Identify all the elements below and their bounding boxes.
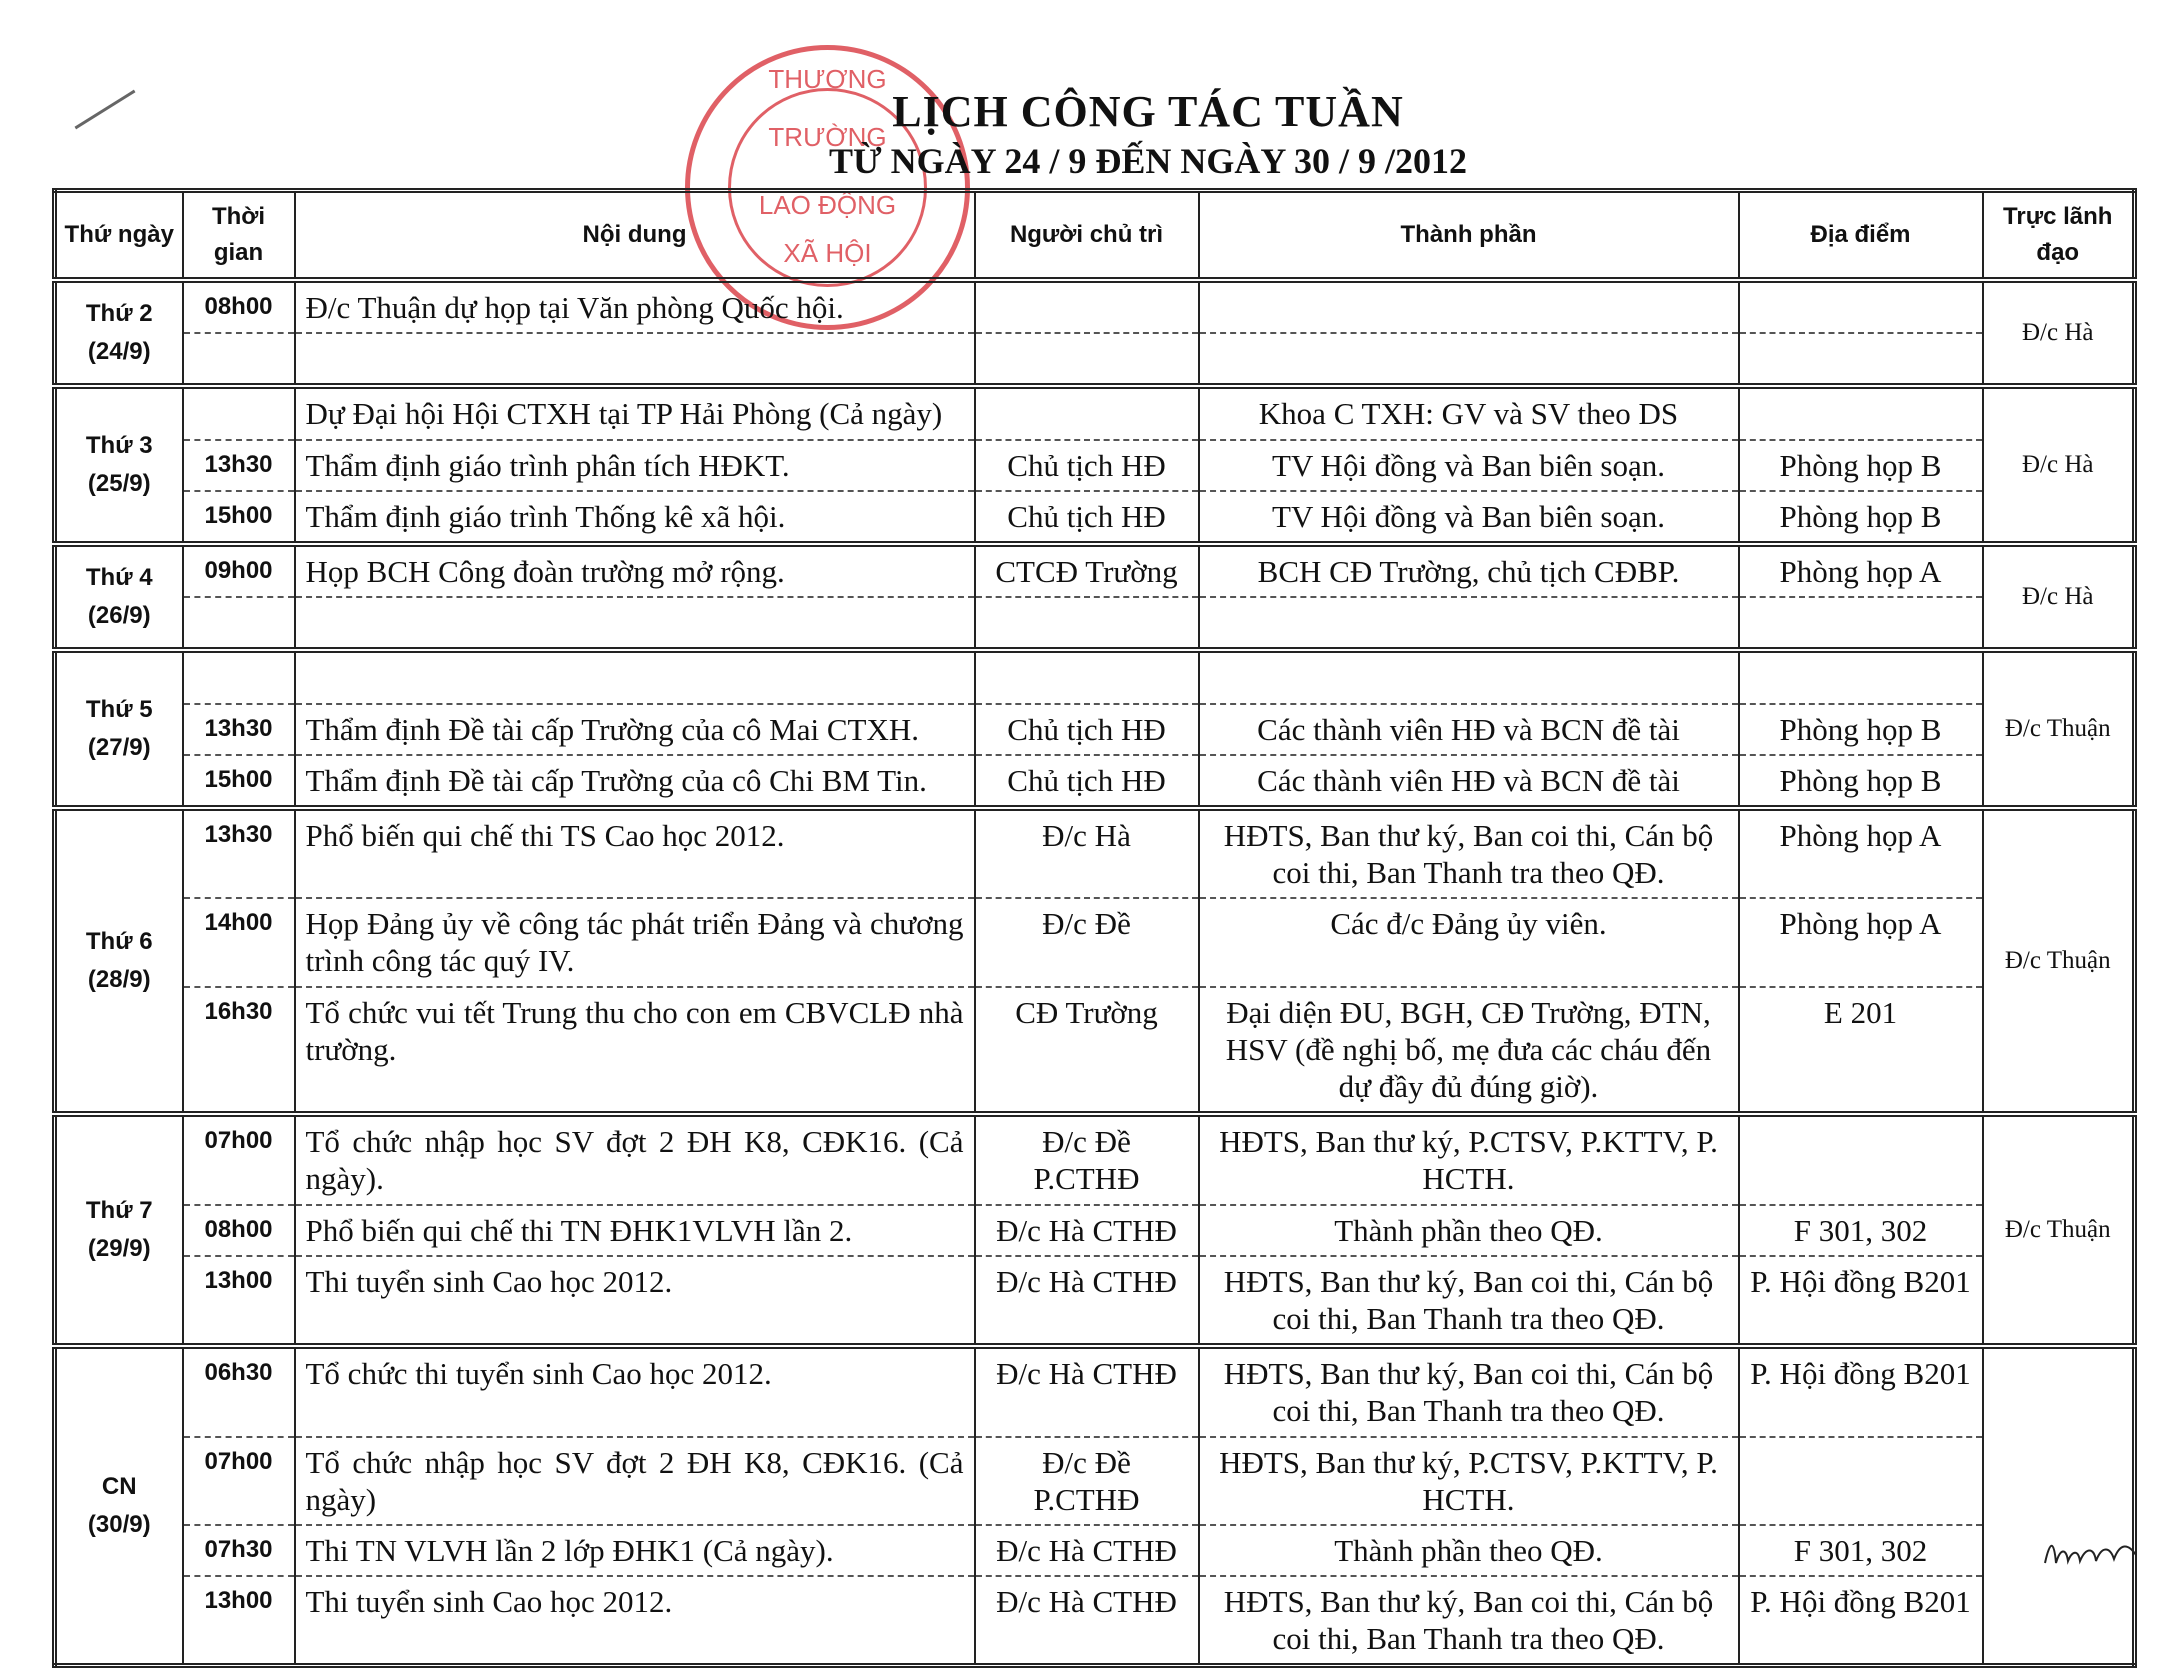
table-body: [55, 280, 2135, 1666]
location-cell: F 301, 302: [1739, 1205, 1983, 1256]
table-row: [55, 1346, 2135, 1436]
host-cell: Đ/c Hà CTHĐ: [975, 1205, 1199, 1256]
location-cell: Phòng họp B: [1739, 704, 1983, 755]
host-cell: Chủ tịch HĐ: [975, 704, 1199, 755]
leader-cell: Đ/c Hà: [1983, 280, 2135, 386]
table-row: [55, 650, 2135, 703]
content-cell: [295, 333, 975, 386]
host-cell: Đ/c Hà CTHĐ: [975, 1525, 1199, 1576]
location-cell: Phòng họp A: [1739, 544, 1983, 597]
page-subtitle: TỪ NGÀY 24 / 9 ĐẾN NGÀY 30 / 9 /2012: [829, 141, 1467, 181]
day-date: (25/9): [87, 470, 151, 498]
day-date: (28/9): [87, 966, 151, 994]
location-cell: Phòng họp B: [1739, 755, 1983, 808]
content-cell: Thi TN VLVH lần 2 lớp ĐHK1 (Cả ngày).: [295, 1525, 975, 1576]
host-cell: Chủ tịch HĐ: [975, 440, 1199, 491]
participants-cell: HĐTS, Ban thư ký, Ban coi thi, Cán bộ coi thi, Ban Thanh tra theo QĐ.: [1199, 1576, 1739, 1666]
time-cell: 14h00: [183, 898, 295, 986]
time-cell: 15h00: [183, 491, 295, 544]
host-cell: Đ/c Hà: [975, 808, 1199, 898]
participants-cell: TV Hội đồng và Ban biên soạn.: [1199, 440, 1739, 491]
column-header-participants: Thành phần: [1199, 191, 1739, 281]
time-cell: [183, 386, 295, 439]
table-row: [55, 440, 2135, 491]
day-label: Thứ 6: [85, 927, 153, 955]
table-row: [55, 597, 2135, 650]
participants-cell: TV Hội đồng và Ban biên soạn.: [1199, 491, 1739, 544]
content-cell: Dự Đại hội Hội CTXH tại TP Hải Phòng (Cả ngày): [295, 386, 975, 439]
leader-cell: Đ/c Hà: [1983, 544, 2135, 650]
host-cell: [975, 597, 1199, 650]
day-label: Thứ 3: [85, 431, 153, 459]
table-row: [55, 1525, 2135, 1576]
content-cell: Phổ biến qui chế thi TS Cao học 2012.: [295, 808, 975, 898]
location-cell: [1739, 386, 1983, 439]
participants-cell: [1199, 333, 1739, 386]
table-row: [55, 1205, 2135, 1256]
location-cell: P. Hội đồng B201: [1739, 1256, 1983, 1346]
location-cell: Phòng họp A: [1739, 808, 1983, 898]
day-cell: [55, 1346, 183, 1666]
table-row: [55, 755, 2135, 808]
page-title: LỊCH CÔNG TÁC TUẦN: [892, 87, 1404, 136]
host-cell: CĐ Trường: [975, 987, 1199, 1115]
location-cell: Phòng họp B: [1739, 491, 1983, 544]
time-cell: 07h30: [183, 1525, 295, 1576]
day-date: (29/9): [87, 1235, 151, 1263]
participants-cell: Các thành viên HĐ và BCN đề tài: [1199, 755, 1739, 808]
host-cell: [975, 386, 1199, 439]
table-row: [55, 544, 2135, 597]
column-header-day: Thứ ngày: [55, 191, 183, 281]
content-cell: Họp Đảng ủy về công tác phát triển Đảng và chương trình công tác quý IV.: [295, 898, 975, 986]
time-cell: 06h30: [183, 1346, 295, 1436]
participants-cell: [1199, 280, 1739, 333]
content-cell: Tổ chức thi tuyển sinh Cao học 2012.: [295, 1346, 975, 1436]
host-cell: Đ/c Đề P.CTHĐ: [975, 1437, 1199, 1525]
day-label: CN: [101, 1472, 137, 1500]
stamp-text-bottom: XÃ HỘI: [783, 238, 872, 268]
stamp-text-mid1: TRƯỜNG: [768, 122, 887, 152]
location-cell: P. Hội đồng B201: [1739, 1576, 1983, 1666]
content-cell: Thẩm định giáo trình Thống kê xã hội.: [295, 491, 975, 544]
day-cell: [55, 386, 183, 544]
content-cell: Tổ chức nhập học SV đợt 2 ĐH K8, CĐK16. (Cả ngày).: [295, 1114, 975, 1204]
time-cell: [183, 650, 295, 703]
location-cell: [1739, 280, 1983, 333]
day-cell: [55, 650, 183, 808]
day-cell: [55, 1114, 183, 1346]
stamp-text-top: THƯƠNG: [768, 64, 887, 94]
leader-cell: Đ/c Thuận: [1983, 650, 2135, 808]
time-cell: 15h00: [183, 755, 295, 808]
day-label: Thứ 7: [85, 1196, 153, 1224]
host-cell: Đ/c Đề: [975, 898, 1199, 986]
handwritten-signature: [2040, 1535, 2140, 1569]
day-date: (30/9): [87, 1511, 151, 1539]
time-cell: [183, 333, 295, 386]
time-cell: 13h00: [183, 1256, 295, 1346]
table-row: [55, 280, 2135, 333]
day-date: (26/9): [87, 602, 151, 630]
host-cell: Đ/c Đề P.CTHĐ: [975, 1114, 1199, 1204]
day-label: Thứ 5: [85, 695, 153, 723]
location-cell: [1739, 1437, 1983, 1525]
time-cell: 16h30: [183, 987, 295, 1115]
participants-cell: Đại diện ĐU, BGH, CĐ Trường, ĐTN, HSV (đề nghị bố, mẹ đưa các cháu đến dự đầy đủ đúng giờ).: [1199, 987, 1739, 1115]
column-header-host: Người chủ trì: [975, 191, 1199, 281]
table-row: [55, 386, 2135, 439]
table-row: [55, 704, 2135, 755]
host-cell: Đ/c Hà CTHĐ: [975, 1256, 1199, 1346]
participants-cell: [1199, 597, 1739, 650]
content-cell: Đ/c Thuận dự họp tại Văn phòng Quốc hội.: [295, 280, 975, 333]
day-cell: [55, 544, 183, 650]
day-date: (27/9): [87, 734, 151, 762]
participants-cell: [1199, 650, 1739, 703]
location-cell: Phòng họp B: [1739, 440, 1983, 491]
content-cell: Thẩm định giáo trình phân tích HĐKT.: [295, 440, 975, 491]
content-cell: Tổ chức nhập học SV đợt 2 ĐH K8, CĐK16. (Cả ngày): [295, 1437, 975, 1525]
time-cell: 08h00: [183, 280, 295, 333]
table-row: [55, 1256, 2135, 1346]
table-row: [55, 1576, 2135, 1666]
time-cell: 13h30: [183, 704, 295, 755]
table-row: [55, 898, 2135, 986]
stamp-text-mid2: LAO ĐỘNG: [758, 190, 897, 220]
participants-cell: Thành phần theo QĐ.: [1199, 1205, 1739, 1256]
day-cell: [55, 808, 183, 1114]
host-cell: CTCĐ Trường: [975, 544, 1199, 597]
participants-cell: HĐTS, Ban thư ký, P.CTSV, P.KTTV, P. HCTH.: [1199, 1114, 1739, 1204]
location-cell: E 201: [1739, 987, 1983, 1115]
table-row: [55, 1114, 2135, 1204]
content-cell: Thẩm định Đề tài cấp Trường của cô Mai CTXH.: [295, 704, 975, 755]
location-cell: [1739, 650, 1983, 703]
location-cell: [1739, 333, 1983, 386]
table-row: [55, 333, 2135, 386]
content-cell: Họp BCH Công đoàn trường mở rộng.: [295, 544, 975, 597]
time-cell: 07h00: [183, 1437, 295, 1525]
host-cell: [975, 650, 1199, 703]
column-header-leader: Trực lãnh đạo: [1983, 191, 2135, 281]
table-header: [55, 191, 2135, 281]
table-row: [55, 491, 2135, 544]
location-cell: [1739, 597, 1983, 650]
participants-cell: HĐTS, Ban thư ký, Ban coi thi, Cán bộ coi thi, Ban Thanh tra theo QĐ.: [1199, 1256, 1739, 1346]
day-label: Thứ 4: [85, 563, 153, 591]
host-cell: [975, 280, 1199, 333]
column-header-location: Địa điểm: [1739, 191, 1983, 281]
content-cell: [295, 597, 975, 650]
time-cell: 13h30: [183, 808, 295, 898]
time-cell: 13h30: [183, 440, 295, 491]
schedule-table: [52, 188, 2137, 1668]
time-cell: 13h00: [183, 1576, 295, 1666]
host-cell: Chủ tịch HĐ: [975, 755, 1199, 808]
leader-cell: Đ/c Thuận: [1983, 808, 2135, 1114]
host-cell: Đ/c Hà CTHĐ: [975, 1576, 1199, 1666]
content-cell: Thẩm định Đề tài cấp Trường của cô Chi BM Tin.: [295, 755, 975, 808]
day-label: Thứ 2: [85, 299, 153, 327]
host-cell: Đ/c Hà CTHĐ: [975, 1346, 1199, 1436]
host-cell: Chủ tịch HĐ: [975, 491, 1199, 544]
location-cell: [1739, 1114, 1983, 1204]
location-cell: F 301, 302: [1739, 1525, 1983, 1576]
participants-cell: HĐTS, Ban thư ký, Ban coi thi, Cán bộ coi thi, Ban Thanh tra theo QĐ.: [1199, 808, 1739, 898]
content-cell: Tổ chức vui tết Trung thu cho con em CBVCLĐ nhà trường.: [295, 987, 975, 1115]
column-header-time: Thời gian: [183, 191, 295, 281]
day-cell: [55, 280, 183, 386]
time-cell: 09h00: [183, 544, 295, 597]
table-row: [55, 808, 2135, 898]
day-date: (24/9): [87, 338, 151, 366]
time-cell: [183, 597, 295, 650]
time-cell: 07h00: [183, 1114, 295, 1204]
leader-cell: [1983, 1346, 2135, 1666]
column-header-content: Nội dung: [295, 191, 975, 281]
time-cell: 08h00: [183, 1205, 295, 1256]
table-row: [55, 987, 2135, 1115]
participants-cell: Khoa C TXH: GV và SV theo DS: [1199, 386, 1739, 439]
content-cell: Thi tuyển sinh Cao học 2012.: [295, 1576, 975, 1666]
content-cell: Phổ biến qui chế thi TN ĐHK1VLVH lần 2.: [295, 1205, 975, 1256]
participants-cell: HĐTS, Ban thư ký, P.CTSV, P.KTTV, P. HCTH.: [1199, 1437, 1739, 1525]
table-row: [55, 1437, 2135, 1525]
host-cell: [975, 333, 1199, 386]
leader-cell: Đ/c Thuận: [1983, 1114, 2135, 1346]
participants-cell: Các thành viên HĐ và BCN đề tài: [1199, 704, 1739, 755]
participants-cell: BCH CĐ Trường, chủ tịch CĐBP.: [1199, 544, 1739, 597]
location-cell: Phòng họp A: [1739, 898, 1983, 986]
participants-cell: HĐTS, Ban thư ký, Ban coi thi, Cán bộ coi thi, Ban Thanh tra theo QĐ.: [1199, 1346, 1739, 1436]
participants-cell: Thành phần theo QĐ.: [1199, 1525, 1739, 1576]
leader-cell: Đ/c Hà: [1983, 386, 2135, 544]
location-cell: P. Hội đồng B201: [1739, 1346, 1983, 1436]
participants-cell: Các đ/c Đảng ủy viên.: [1199, 898, 1739, 986]
content-cell: Thi tuyển sinh Cao học 2012.: [295, 1256, 975, 1346]
content-cell: [295, 650, 975, 703]
